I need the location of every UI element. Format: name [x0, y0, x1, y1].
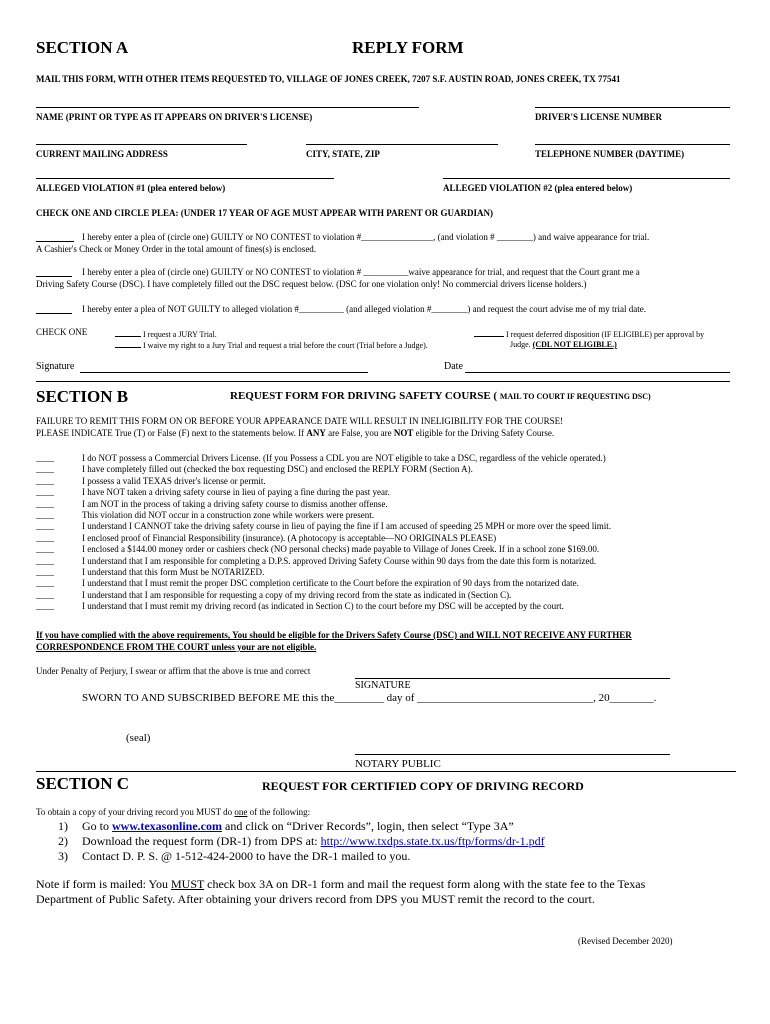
statement-item: I understand that I must remit my driving record (as indicated in Section C) to the court before my DSC will be accepted by the court. — [82, 601, 564, 612]
step2 — [82, 834, 545, 849]
deferred-judge: Judge. — [510, 340, 531, 349]
statement-item: I am NOT in the process of taking a driving safety course to dismiss another offense. — [82, 498, 388, 509]
step1-text-b: and click on “Driver Records”, login, then select “Type 3A” — [225, 819, 514, 833]
intro-one: one — [234, 807, 248, 817]
perjury-statement: Under Penalty of Perjury, I swear or affirm that the above is true and correct — [36, 666, 311, 676]
mail-note — [36, 877, 645, 892]
tf-blank[interactable]: ____ — [36, 589, 54, 600]
note-text-b: check box 3A on DR-1 form and mail the request form along with the state fee to the Texas — [207, 877, 646, 891]
deferred-text: I request deferred disposition (IF ELIGIBLE) per approval by — [506, 330, 705, 339]
tf-blank[interactable]: ____ — [36, 464, 54, 475]
section-c-title: SECTION C — [36, 774, 130, 793]
statement-item: I enclosed proof of Financial Responsibility (insurance). (A photocopy is acceptable—NO ORIGINALS PLEASE) — [82, 532, 497, 543]
tf-blank[interactable]: ____ — [36, 578, 54, 589]
phone-line[interactable] — [535, 144, 730, 145]
jury-trial-option[interactable] — [115, 329, 217, 339]
tf-blank[interactable]: ____ — [36, 453, 54, 463]
statement-item: I understand that this form Must be NOTARIZED. — [82, 566, 265, 577]
complied-notice: If you have complied with the above requirements, You should be eligible for the Drivers Safety Course (DSC) and WILL NOT RECEIVE ANY FURTHER — [36, 630, 632, 640]
tf-blank[interactable]: ____ — [36, 555, 54, 566]
tf-blank[interactable]: ____ — [36, 487, 54, 498]
address-label: CURRENT MAILING ADDRESS — [36, 149, 168, 159]
cdl-not-eligible: (CDL NOT ELIGIBLE.) — [532, 340, 617, 349]
statement-list — [82, 453, 611, 612]
tf-text-c: eligible for the Driving Safety Course. — [415, 428, 555, 438]
check-plea-heading: CHECK ONE AND CIRCLE PLEA: (UNDER 17 YEAR OF AGE MUST APPEAR WITH PARENT OR GUARDIAN) — [36, 208, 493, 218]
date-line[interactable] — [465, 372, 730, 373]
signature-b-line[interactable] — [355, 678, 670, 679]
violation2-label: ALLEGED VIOLATION #2 (plea entered below) — [443, 183, 633, 193]
address-line[interactable] — [36, 144, 247, 145]
tf-blank[interactable]: ____ — [36, 544, 54, 555]
sworn-statement: SWORN TO AND SUBSCRIBED BEFORE ME this the_________ day of ________________________________, 20________. — [82, 692, 657, 704]
violation1-label: ALLEGED VIOLATION #1 (plea entered below) — [36, 183, 226, 193]
tf-blank[interactable]: ____ — [36, 601, 54, 612]
plea1-text: I hereby enter a plea of (circle one) GUILTY or NO CONTEST to violation #________________, (and violation # ________) and waive appearance for trial. — [82, 232, 650, 242]
true-false-blanks[interactable] — [36, 453, 54, 612]
deferred-line2 — [510, 340, 617, 349]
statement-item: This violation did NOT occur in a construction zone while workers were present. — [82, 509, 375, 520]
dl-line[interactable] — [535, 107, 730, 108]
tf-blank[interactable]: ____ — [36, 475, 54, 486]
section-b-heading-small: MAIL TO COURT IF REQUESTING DSC) — [499, 392, 651, 401]
violation1-line[interactable] — [36, 178, 334, 179]
plea2-checkbox[interactable] — [36, 267, 72, 279]
statement-item: I possess a valid TEXAS driver's license or permit. — [82, 475, 266, 486]
name-label: NAME (PRINT OR TYPE AS IT APPEARS ON DRIVER'S LICENSE) — [36, 112, 313, 122]
date-label: Date — [444, 361, 463, 372]
section-b-heading — [230, 390, 651, 402]
tf-text-a: PLEASE INDICATE True (T) or False (F) next to the statements below. If — [36, 428, 305, 438]
city-label: CITY, STATE, ZIP — [306, 149, 380, 159]
tf-blank[interactable]: ____ — [36, 509, 54, 520]
step1 — [82, 819, 514, 834]
signature-label: Signature — [36, 361, 75, 372]
mail-note-2: Department of Public Safety. After obtaining your drivers record from DPS you MUST remit the record to the court. — [36, 892, 595, 906]
plea2-text: I hereby enter a plea of (circle one) GUILTY or NO CONTEST to violation # __________waive appearance for trial, and request that the Court grant me a — [82, 267, 640, 277]
statement-item: I have NOT taken a driving safety course in lieu of paying a fine during the past year. — [82, 487, 390, 498]
note-text-a: Note if form is mailed: You — [36, 877, 168, 891]
true-false-instructions — [36, 428, 554, 438]
tf-blank[interactable]: ____ — [36, 498, 54, 509]
tf-any: ANY — [306, 428, 326, 438]
failure-warning: FAILURE TO REMIT THIS FORM ON OR BEFORE YOUR APPEARANCE DATE WILL RESULT IN INELIGIBILITY FOR THE COURSE! — [36, 416, 564, 426]
plea1-text-2: A Cashier's Check or Money Order in the total amount of fines(s) is enclosed. — [36, 244, 317, 254]
statement-item: I understand that I must remit the proper DSC completion certificate to the Court before the expiration of 90 days from the notarized date. — [82, 578, 579, 589]
tf-blank[interactable]: ____ — [36, 566, 54, 577]
signature-b-label: SIGNATURE — [355, 680, 411, 691]
section-c-intro — [36, 807, 310, 817]
step2-text: Download the request form (DR-1) from DPS at: — [82, 834, 318, 848]
check-one-label: CHECK ONE — [36, 327, 88, 337]
plea3-text: I hereby enter a plea of NOT GUILTY to alleged violation #__________ (and alleged violation #________) and request the court advise me of my trial date. — [82, 304, 647, 314]
statement-item: I do NOT possess a Commercial Drivers License. (If you Possess a CDL you are NOT eligible to take a DSC, regardless of the vehicle operated.) — [82, 453, 606, 463]
divider-a-b — [36, 381, 730, 382]
statement-item: I understand that I am responsible for requesting a copy of my driving record from the state as indicated in (Section C). — [82, 589, 512, 600]
jury-trial-text: I request a JURY Trial. — [143, 330, 217, 339]
step1-text-a: Go to — [82, 819, 109, 833]
statement-item: I enclosed a $144.00 money order or cashiers check (NO personal checks) made payable to Village of Jones Creek. If in a school zone $169.00. — [82, 544, 600, 555]
tf-text-b: are False, you are — [328, 428, 392, 438]
revision-date: (Revised December 2020) — [578, 936, 673, 946]
plea1-checkbox[interactable] — [36, 232, 74, 244]
texasonline-link[interactable]: www.texasonline.com — [112, 819, 222, 833]
phone-label: TELEPHONE NUMBER (DAYTIME) — [535, 149, 685, 159]
step3: Contact D. P. S. @ 1-512-424-2000 to have the DR-1 mailed to you. — [82, 849, 411, 863]
statement-item: I have completely filled out (checked the box requesting DSC) and enclosed the REPLY FORM (Section A). — [82, 464, 473, 475]
waive-jury-text: I waive my right to a Jury Trial and request a trial before the court (Trial before a Judge). — [143, 341, 428, 350]
tf-blank[interactable]: ____ — [36, 532, 54, 543]
deferred-option[interactable] — [474, 329, 704, 339]
step2-number: 2) — [58, 834, 68, 848]
plea2-text-2: Driving Safety Course (DSC). I have completely filled out the DSC request below. (DSC for one violation only! No commercial drivers license holders.) — [36, 279, 587, 289]
step1-number: 1) — [58, 819, 68, 833]
form-title: REPLY FORM — [352, 38, 464, 57]
notary-label: NOTARY PUBLIC — [355, 758, 441, 770]
tf-blank[interactable]: ____ — [36, 521, 54, 532]
section-b-title: SECTION B — [36, 387, 129, 406]
notary-line[interactable] — [355, 754, 670, 755]
complied-notice-2: CORRESPONDENCE FROM THE COURT unless your are not eligible. — [36, 642, 317, 652]
intro-text-a: To obtain a copy of your driving record you MUST do — [36, 807, 233, 817]
waive-jury-option[interactable] — [115, 340, 428, 350]
signature-line[interactable] — [80, 372, 368, 373]
statement-item: I understand that I am responsible for completing a D.P.S. approved Driving Safety Course within 90 days from the date this form is notarized. — [82, 555, 597, 566]
dl-label: DRIVER'S LICENSE NUMBER — [535, 112, 663, 122]
seal-label: (seal) — [126, 732, 151, 744]
step3-number: 3) — [58, 849, 68, 863]
note-must: MUST — [171, 877, 205, 891]
section-a-title: SECTION A — [36, 38, 129, 57]
dps-form-link[interactable]: http://www.txdps.state.tx.us/ftp/forms/dr-1.pdf — [320, 834, 545, 848]
intro-text-b: of the following: — [249, 807, 311, 817]
tf-not: NOT — [393, 428, 414, 438]
statement-item: I understand I CANNOT take the driving safety course in lieu of paying the fine if I am accused of speeding 25 MPH or more over the speed limit. — [82, 521, 611, 532]
divider-b-c — [36, 771, 736, 772]
section-c-heading: REQUEST FOR CERTIFIED COPY OF DRIVING RECORD — [262, 779, 584, 793]
plea3-checkbox[interactable] — [36, 304, 72, 316]
violation2-line[interactable] — [443, 178, 730, 179]
name-line[interactable] — [36, 107, 419, 108]
mail-instructions: MAIL THIS FORM, WITH OTHER ITEMS REQUESTED TO, VILLAGE OF JONES CREEK, 7207 S.F. AUSTIN ROAD, JONES CREEK, TX 77541 — [36, 74, 621, 84]
section-b-heading-main: REQUEST FORM FOR DRIVING SAFETY COURSE ( — [230, 390, 498, 402]
city-line[interactable] — [306, 144, 498, 145]
